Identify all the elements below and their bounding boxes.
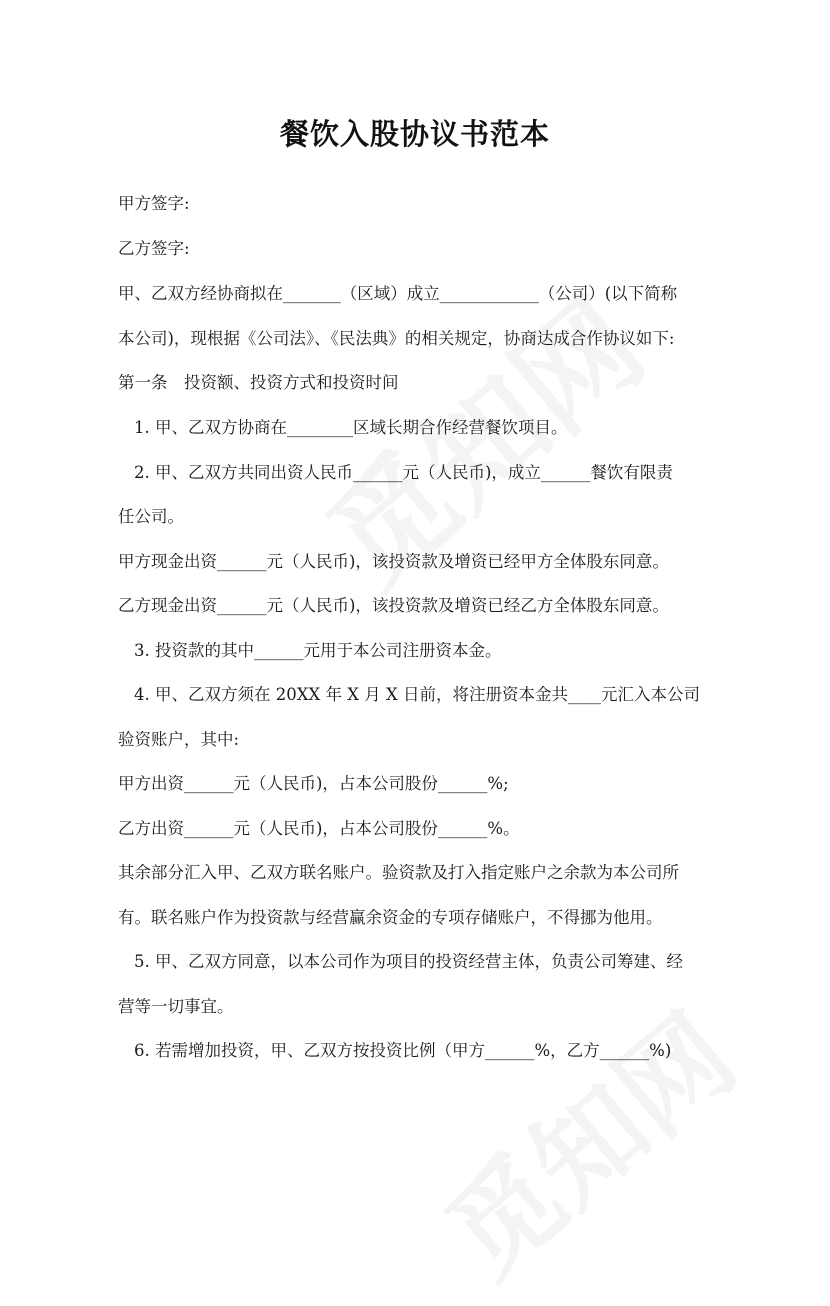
clause-2: 2. 甲、乙双方共同出资人民币______元（人民币)，成立______餐饮有限责 xyxy=(134,463,673,482)
paragraph-line: 任公司。 xyxy=(118,507,184,526)
paragraph-line: 验资账户，其中: xyxy=(118,730,240,749)
paragraph-line: 其余部分汇入甲、乙双方联名账户。验资款及打入指定账户之余款为本公司所 xyxy=(118,863,679,882)
clause-4: 4. 甲、乙双方须在 20XX 年 X 月 X 日前，将注册资本金共____元汇入本公司 xyxy=(134,685,700,704)
paragraph-line: 甲方现金出资______元（人民币)，该投资款及增资已经甲方全体股东同意。 xyxy=(118,552,669,571)
paragraph-line: 本公司)，现根据《公司法》、《民法典》的相关规定，协商达成合作协议如下: xyxy=(118,329,675,348)
clause-1: 1. 甲、乙双方协商在________区域长期合作经营餐饮项目。 xyxy=(134,418,568,437)
article-heading: 第一条 投资额、投资方式和投资时间 xyxy=(118,373,399,392)
clause-5: 5. 甲、乙双方同意，以本公司作为项目的投资经营主体，负责公司筹建、经 xyxy=(134,952,683,971)
document-title: 餐饮入股协议书范本 xyxy=(279,117,550,151)
clause-3: 3. 投资款的其中______元用于本公司注册资本金。 xyxy=(134,641,502,660)
party-b-signature: 乙方签字: xyxy=(118,239,190,258)
paragraph-line: 营等一切事宜。 xyxy=(118,997,234,1016)
paragraph-line: 甲、乙双方经协商拟在_______（区域）成立____________（公司）(以下简称 xyxy=(118,284,678,303)
paragraph-line: 甲方出资______元（人民币)，占本公司股份______%; xyxy=(118,774,509,793)
paragraph-line: 有。联名账户作为投资款与经营赢余资金的专项存储账户，不得挪为他用。 xyxy=(118,908,663,927)
watermark xyxy=(408,972,762,1305)
party-a-signature: 甲方签字: xyxy=(118,194,190,213)
paragraph-line: 乙方出资______元（人民币)，占本公司股份______%。 xyxy=(118,819,520,838)
clause-6: 6. 若需增加投资，甲、乙双方按投资比例（甲方______%，乙方______%) xyxy=(134,1041,672,1060)
paragraph-line: 乙方现金出资______元（人民币)，该投资款及增资已经乙方全体股东同意。 xyxy=(118,596,669,615)
